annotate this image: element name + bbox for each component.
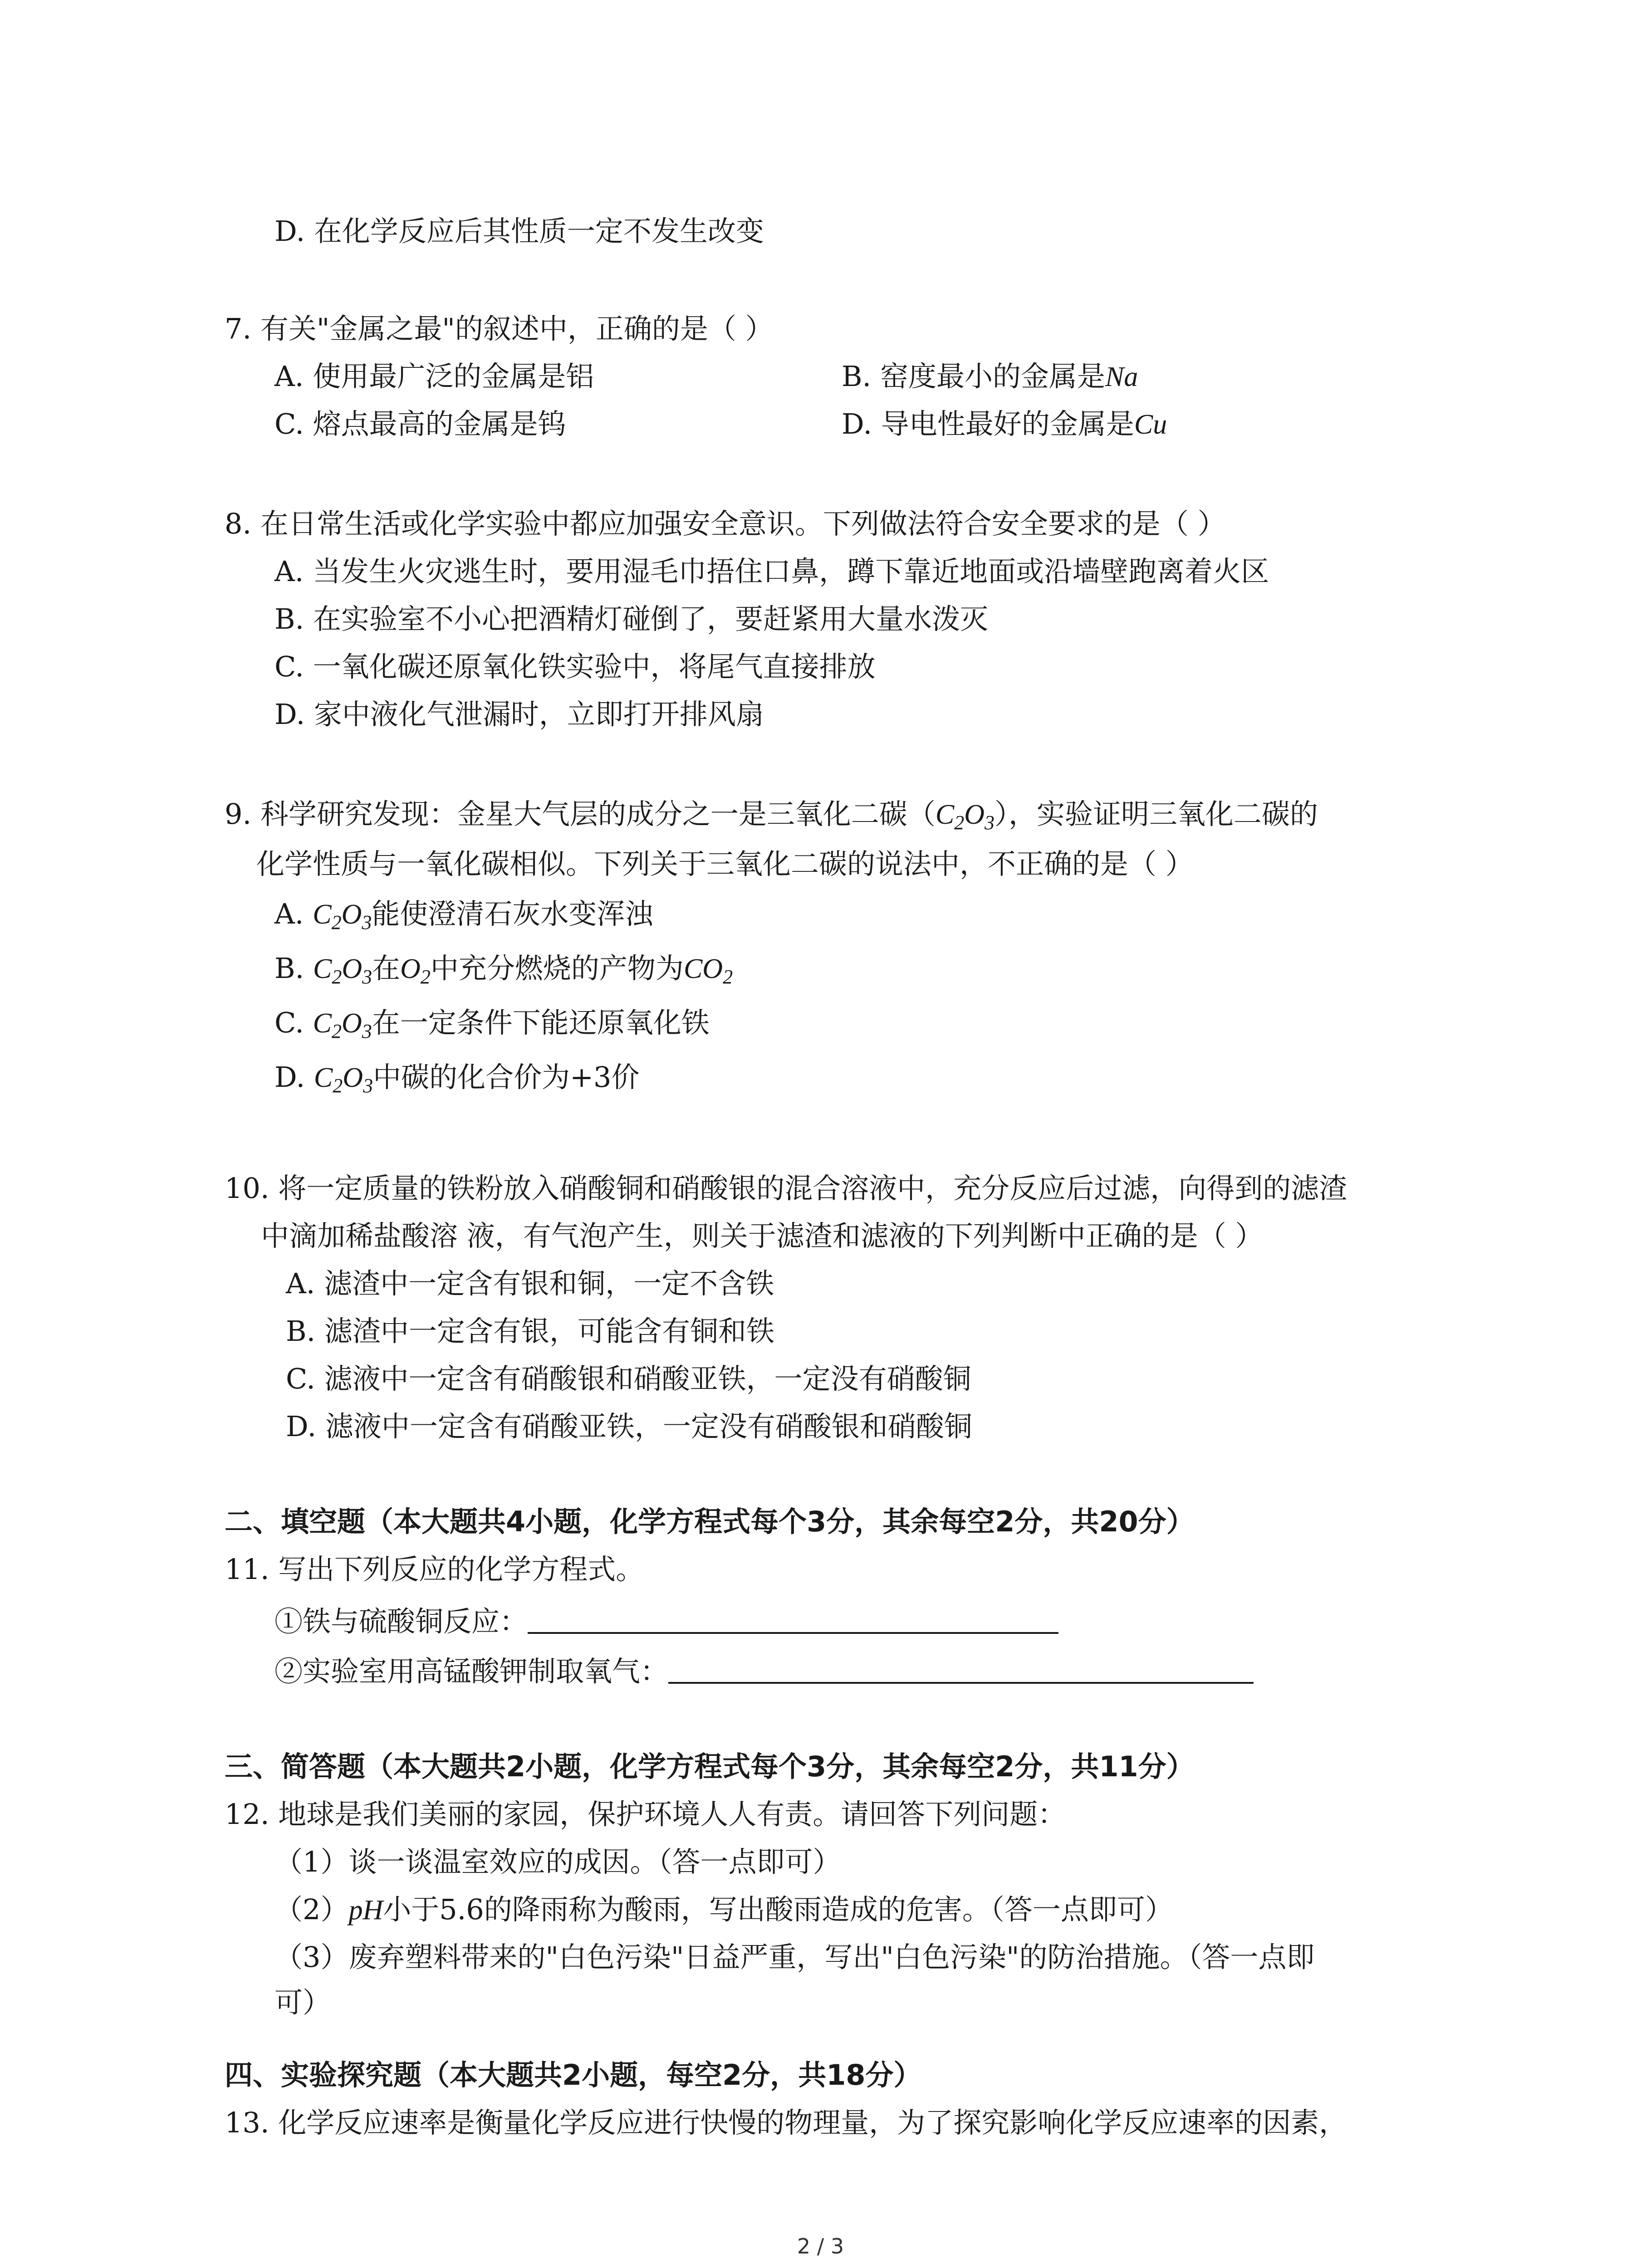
q10-option-c: C. 滤液中一定含有硝酸银和硝酸亚铁，一定没有硝酸铜 [286,1362,971,1395]
q9-option-b: B. $C_2O_3$在$O_2$中充分燃烧的产物为$CO_2$ [274,952,733,988]
q10-option-a: A. 滤渣中一定含有银和铜，一定不含铁 [286,1267,774,1300]
q9-option-a: A. $C_2O_3$能使澄清石灰水变浑浊 [274,897,653,934]
q9-stem-line2: 化学性质与一氧化碳相似。下列关于三氧化二碳的说法中，不正确的是（ ） [256,847,1194,880]
q12-part-2: （2）pH小于5.6的降雨称为酸雨，写出酸雨造成的危害。（答一点即可） [274,1893,1173,1926]
q12-part-3-line2: 可） [274,1986,331,2019]
q7-stem: 7. 有关"金属之最"的叙述中，正确的是（ ） [225,312,774,345]
q12-part-3-line1: （3）废弃塑料带来的"白色污染"日益严重，写出"白色污染"的防治措施。（答一点即 [274,1941,1315,1974]
q9-option-c: C. $C_2O_3$在一定条件下能还原氧化铁 [274,1006,710,1042]
q11-item-2: ②实验室用高锰酸钾制取氧气： [274,1653,1254,1690]
q9-stem-line1: 9. 科学研究发现：金星大气层的成分之一是三氧化二碳$(C_2O_3)$，实验证明三氧化二碳的 [225,797,1318,834]
q8-option-a: A. 当发生火灾逃生时，要用湿毛巾捂住口鼻，蹲下靠近地面或沿墙壁跑离着火区 [274,555,1269,588]
section-4-heading: 四、实验探究题（本大题共2小题，每空2分，共18分） [225,2058,922,2092]
q11-answer-blank-2[interactable] [668,1658,1254,1684]
q11-item-1: ①铁与硫酸铜反应： [274,1603,1058,1640]
q7-option-b: B. 窑度最小的金属是Na [842,360,1138,393]
q13-stem: 13. 化学反应速率是衡量化学反应进行快慢的物理量，为了探究影响化学反应速率的因素， [225,2106,1347,2139]
q10-option-d: D. 滤液中一定含有硝酸亚铁，一定没有硝酸银和硝酸铜 [286,1410,972,1443]
q10-option-b: B. 滤渣中一定含有银，可能含有铜和铁 [286,1315,774,1348]
q8-option-b: B. 在实验室不小心把酒精灯碰倒了，要赶紧用大量水泼灭 [274,602,988,635]
q8-option-d: D. 家中液化气泄漏时，立即打开排风扇 [274,698,764,731]
q11-answer-blank-1[interactable] [528,1608,1058,1634]
section-2-heading: 二、填空题（本大题共4小题，化学方程式每个3分，其余每空2分，共20分） [225,1505,1195,1538]
q10-stem-line2: 中滴加稀盐酸溶 液，有气泡产生，则关于滤渣和滤液的下列判断中正确的是（ ） [261,1219,1264,1252]
q10-stem-line1: 10. 将一定质量的铁粉放入硝酸铜和硝酸银的混合溶液中，充分反应后过滤，向得到的滤渣 [225,1172,1347,1205]
q12-part-1: （1）谈一谈温室效应的成因。（答一点即可） [274,1845,841,1878]
q7-option-d: D. 导电性最好的金属是Cu [842,407,1167,440]
q8-option-c: C. 一氧化碳还原氧化铁实验中，将尾气直接排放 [274,650,876,683]
page-number: 2 / 3 [797,2234,844,2258]
q7-option-a: A. 使用最广泛的金属是铝 [274,360,594,393]
q6-option-d: D. 在化学反应后其性质一定不发生改变 [274,215,764,248]
q11-stem: 11. 写出下列反应的化学方程式。 [225,1553,644,1586]
section-3-heading: 三、简答题（本大题共2小题，化学方程式每个3分，其余每空2分，共11分） [225,1750,1195,1783]
q8-stem: 8. 在日常生活或化学实验中都应加强安全意识。下列做法符合安全要求的是（ ） [225,507,1226,540]
q9-option-d: D. $C_2O_3$中碳的化合价为+3价 [274,1061,640,1097]
q7-option-c: C. 熔点最高的金属是钨 [274,407,566,440]
q12-stem: 12. 地球是我们美丽的家园，保护环境人人有责。请回答下列问题： [225,1798,1066,1831]
